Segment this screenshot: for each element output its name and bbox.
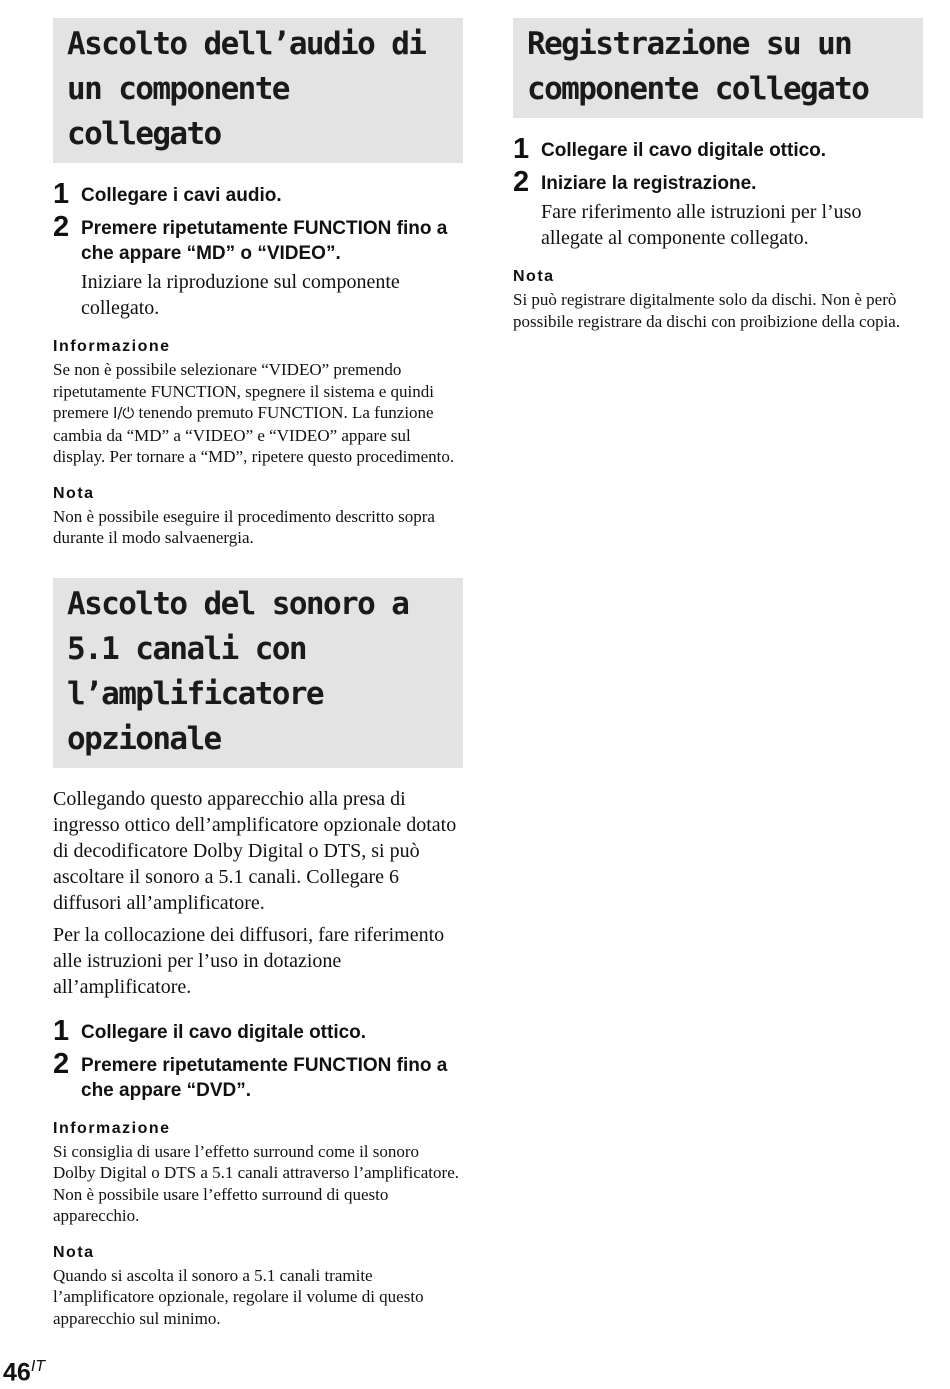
info-text xyxy=(53,359,463,468)
right-column xyxy=(513,18,923,332)
step-number: 2 xyxy=(513,166,530,198)
note-heading: Nota xyxy=(53,1243,95,1261)
page-number xyxy=(3,1358,45,1387)
info-text: Si consiglia di usare l’effetto surround come il sonoro Dolby Digital o DTS a 5.1 canali attraverso l’amplificatore. Non è possibile usare l’effetto surround di questo apparecchio. xyxy=(53,1141,459,1225)
info-text-part-a: Se non è possibile selezionare “VIDEO” premendo ripetutamente FUNCTION, spegnere il sistema e quindi premere xyxy=(53,360,434,422)
step-title: Premere ripetutamente FUNCTION fino a che appare “DVD”. xyxy=(81,1054,448,1101)
section-heading-5-1: Ascolto del sonoro a 5.1 canali con l’amplificatore opzionale xyxy=(53,578,463,768)
step-number: 2 xyxy=(53,211,70,243)
left-column xyxy=(53,18,463,1329)
placement-paragraph: Per la collocazione dei diffusori, fare riferimento alle istruzioni per l’uso in dotazione all’amplificatore. xyxy=(53,923,445,998)
note-text: Si può registrare digitalmente solo da dischi. Non è però possibile registrare da dischi con proibizione della copia. xyxy=(513,290,901,331)
info-heading: Informazione xyxy=(53,338,171,355)
info-text-part-b: tenendo premuto FUNCTION. La funzione cambia da “MD” a “VIDEO” e “VIDEO” appare sul display. Per tornare a “MD”, ripetere questo procedimento. xyxy=(53,403,455,466)
step-body: Fare riferimento alle istruzioni per l’uso allegate al componente collegato. xyxy=(541,201,862,249)
step-title: Premere ripetutamente FUNCTION fino a che appare “MD” o “VIDEO”. xyxy=(81,218,448,264)
note-heading: Nota xyxy=(53,484,95,502)
step-number: 1 xyxy=(513,133,530,165)
page-number-value: 46 xyxy=(3,1358,31,1387)
step-1 xyxy=(513,133,923,165)
step-title: Collegare i cavi audio. xyxy=(81,185,282,206)
note-text: Quando si ascolta il sonoro a 5.1 canali tramite l’amplificatore opzionale, regolare il volume di questo apparecchio sul minimo. xyxy=(53,1265,424,1328)
section-heading-recording: Registrazione su un componente collegato xyxy=(513,18,923,118)
step-2 xyxy=(53,1047,463,1103)
note-heading: Nota xyxy=(513,268,555,285)
step-number: 2 xyxy=(53,1047,70,1080)
step-number: 1 xyxy=(53,178,70,210)
intro-paragraph: Collegando questo apparecchio alla presa di ingresso ottico dell’amplificatore opzionale dotato di decodificatore Dolby Digital o DTS, si può ascoltare il sonoro a 5.1 canali. Collegare 6 diffusori all’amplificatore. xyxy=(53,787,457,914)
section-heading-audio: Ascolto dell’audio di un componente collegato xyxy=(53,18,463,163)
info-heading: Informazione xyxy=(53,1119,171,1137)
step-1 xyxy=(53,178,463,210)
step-number: 1 xyxy=(53,1014,70,1047)
step-1 xyxy=(53,1014,463,1047)
page-language-suffix: IT xyxy=(30,1358,46,1375)
power-icon: I/⏻ xyxy=(112,404,135,422)
step-title: Collegare il cavo digitale ottico. xyxy=(541,140,827,161)
step-title: Collegare il cavo digitale ottico. xyxy=(81,1021,367,1043)
note-text: Non è possibile eseguire il procedimento descritto sopra durante il modo salvaenergia. xyxy=(53,506,435,547)
step-title: Iniziare la registrazione. xyxy=(541,173,757,194)
step-2 xyxy=(53,211,463,321)
step-2 xyxy=(513,166,923,251)
step-body: Iniziare la riproduzione sul componente collegato. xyxy=(81,271,400,319)
